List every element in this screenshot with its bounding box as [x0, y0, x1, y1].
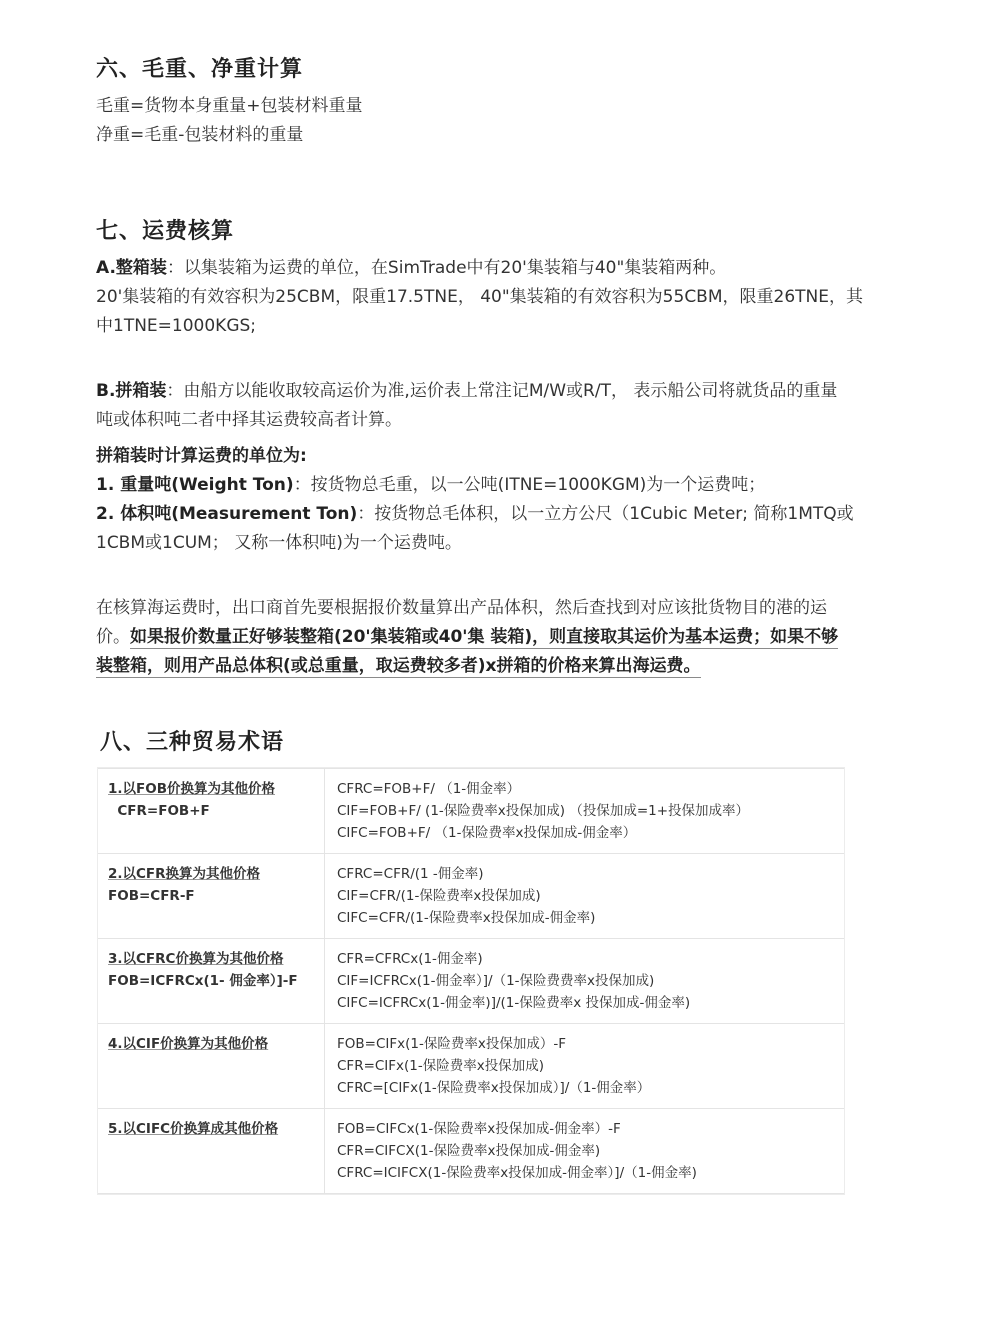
trade-terms-table-body [98, 769, 844, 1194]
section-8-heading: 八、三种贸易术语 [100, 730, 285, 755]
conversion-title: 1.以FOB价换算为其他价格 [108, 781, 276, 797]
measurement-ton-label: 2. 体积吨(Measurement Ton) [96, 504, 358, 524]
conversion-formulas-cell [325, 769, 845, 854]
formula-line: CFRC=CFR/(1 -佣金率) [337, 866, 484, 882]
full-container-paragraph: A.整箱装：以集装箱为运费的单位，在SimTrade中有20'集装箱与40"集装箱两种。 20'集装箱的有效容积为25CBM，限重17.5TNE， 40"集装箱的有效容积为55CBM，限重26TNE，其 中1TNE=1000KGS; [96, 258, 863, 336]
section-6-body [96, 92, 936, 150]
conversion-title-cell [98, 1109, 325, 1194]
formula-line: CIFC=ICFRCx(1-佣金率)]/(1-保险费率x 投保加成-佣金率) [337, 995, 691, 1011]
freight-unit-paragraph: 拼箱装时计算运费的单位为: 1. 重量吨(Weight Ton)：按货物总毛重，以一公吨(ITNE=1000KGM)为一个运费吨； 2. 体积吨(Measurement Ton)：按货物总毛体积，以一立方公尺（1Cubic Meter; 简称1MTQ或 1CBM或1CUM； 又称一体积吨)为一个运费吨。 [96, 446, 854, 553]
conversion-title-cell [98, 939, 325, 1024]
conversion-title-cell [98, 1024, 325, 1109]
lcl-label: B.拼箱装 [96, 381, 167, 401]
conversion-base-formula: FOB=ICFRCx(1- 佣金率）]-F [108, 973, 298, 989]
highlighted-rule: 如果报价数量正好够装整箱(20'集装箱或40'集 装箱)，则直接取其运价为基本运费；如果不够 [130, 627, 839, 647]
conversion-formulas-cell [325, 1024, 845, 1109]
conversion-title: 5.以CIFC价换算成其他价格 [108, 1121, 279, 1137]
formula-line: FOB=CIFCx(1-保险费率x投保加成-佣金率）-F [337, 1121, 621, 1137]
conversion-formulas-cell [325, 854, 845, 939]
formula-line: CIF=ICFRCx(1-佣金率）]/（1-保险费费率x投保加成) [337, 973, 655, 989]
formula-line: CIFC=FOB+F/ （1-保险费率x投保加成-佣金率） [337, 825, 637, 841]
freight-unit-heading: 拼箱装时计算运费的单位为: [96, 446, 307, 466]
conversion-title-cell [98, 854, 325, 939]
formula-line: CIF=CFR/(1-保险费率x投保加成) [337, 888, 541, 904]
gross-weight-line: 毛重=货物本身重量+包装材料重量 [96, 96, 363, 116]
net-weight-line: 净重=毛重-包装材料的重量 [96, 125, 304, 145]
full-container-label: A.整箱装 [96, 258, 167, 278]
formula-line: CFRC=[CIFx(1-保险费率x投保加成）]/（1-佣金率） [337, 1080, 651, 1096]
ocean-freight-paragraph: 在核算海运费时，出口商首先要根据报价数量算出产品体积，然后查找到对应该批货物目的港的运 价。如果报价数量正好够装整箱(20'集装箱或40'集 装箱)，则直接取其运价为基本运费；如果不够 装整箱，则用产品总体积(或总重量，取运费较多者)x拼箱的价格来算出海运费。 [96, 598, 839, 676]
table-row [98, 1109, 844, 1194]
trade-terms-table [98, 768, 844, 1194]
table-row [98, 854, 844, 939]
lcl-paragraph: B.拼箱装：由船方以能收取较高运价为准,运价表上常注记M/W或R/T， 表示船公司将就货品的重量 吨或体积吨二者中择其运费较高者计算。 [96, 381, 838, 430]
table-row [98, 769, 844, 854]
formula-line: FOB=CIFx(1-保险费率x投保加成）-F [337, 1036, 566, 1052]
formula-line: CFR=CFRCx(1-佣金率) [337, 951, 483, 967]
conversion-title: 3.以CFRC价换算为其他价格 [108, 951, 284, 967]
section-7-heading: 七、运费核算 [96, 219, 235, 244]
conversion-base-formula: FOB=CFR-F [108, 888, 195, 904]
conversion-base-formula: CFR=FOB+F [108, 803, 210, 819]
highlighted-rule-continued: 装整箱，则用产品总体积(或总重量，取运费较多者)x拼箱的价格来算出海运费。 [96, 656, 701, 676]
table-row [98, 939, 844, 1024]
formula-line: CFRC=ICIFCX(1-保险费率x投保加成-佣金率）]/（1-佣金率) [337, 1165, 697, 1181]
formula-line: CIFC=CFR/(1-保险费率x投保加成-佣金率) [337, 910, 596, 926]
conversion-title-cell [98, 769, 325, 854]
formula-line: CFRC=FOB+F/ （1-佣金率） [337, 781, 521, 797]
formula-line: CFR=CIFx(1-保险费率x投保加成) [337, 1058, 545, 1074]
conversion-title: 2.以CFR换算为其他价格 [108, 866, 261, 882]
conversion-formulas-cell [325, 1109, 845, 1194]
section-6-heading: 六、毛重、净重计算 [96, 57, 304, 82]
formula-line: CIF=FOB+F/ (1-保险费率x投保加成) （投保加成=1+投保加成率） [337, 803, 750, 819]
table-row [98, 1024, 844, 1109]
weight-ton-label: 1. 重量吨(Weight Ton) [96, 475, 294, 495]
conversion-formulas-cell [325, 939, 845, 1024]
conversion-title: 4.以CIF价换算为其他价格 [108, 1036, 269, 1052]
formula-line: CFR=CIFCX(1-保险费率x投保加成-佣金率) [337, 1143, 601, 1159]
